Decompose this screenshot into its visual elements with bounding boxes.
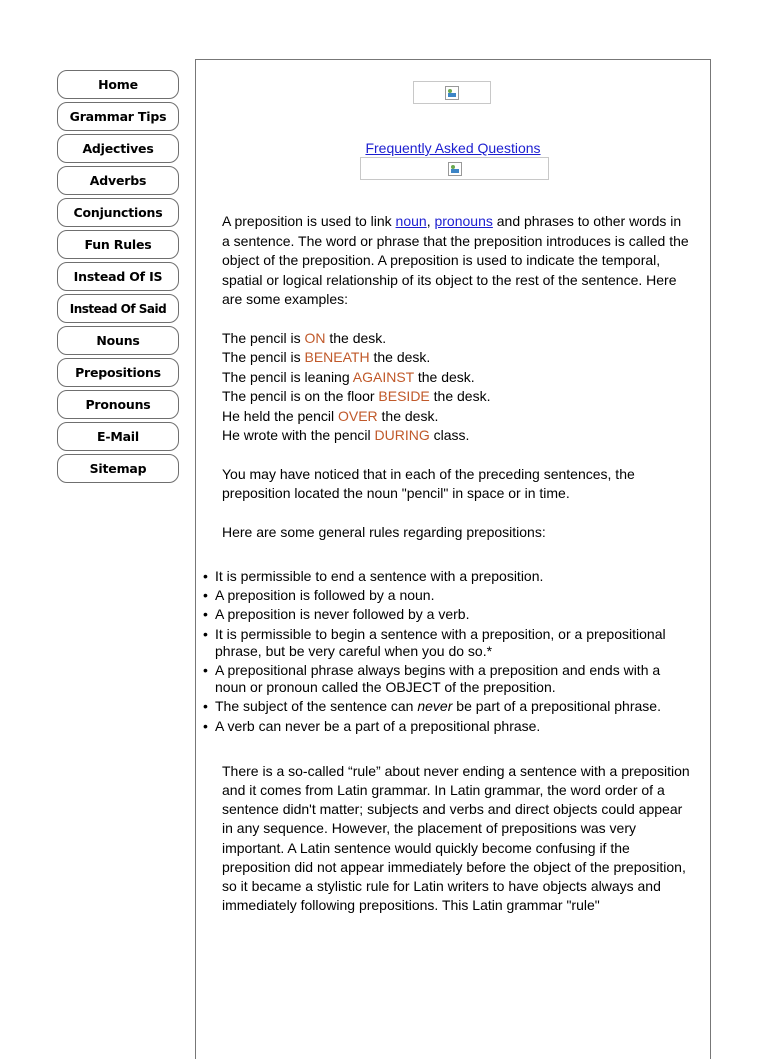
nav-conjunctions-button[interactable]: Conjunctions <box>57 198 179 227</box>
broken-image-icon <box>448 162 462 176</box>
list-item: • A preposition is never followed by a verb. <box>203 606 692 623</box>
example-line: He wrote with the pencil DURING class. <box>222 427 470 443</box>
list-item: • It is permissible to begin a sentence with a preposition, or a prepositional phrase, but be very careful when you do so.* <box>203 626 692 660</box>
preposition-highlight: OVER <box>337 407 378 424</box>
main-content <box>195 59 711 1059</box>
nav-pronouns-button[interactable]: Pronouns <box>57 390 179 419</box>
nav-adverbs-button[interactable]: Adverbs <box>57 166 179 195</box>
pronouns-link[interactable]: pronouns <box>434 213 493 229</box>
broken-image-icon <box>445 86 459 100</box>
list-item: • It is permissible to end a sentence with a preposition. <box>203 568 692 585</box>
nav-instead-of-is-button[interactable]: Instead Of IS <box>57 262 179 291</box>
rules-list <box>196 568 692 735</box>
example-line: He held the pencil OVER the desk. <box>222 407 439 424</box>
latin-paragraph: There is a so-called “rule” about never ending a sentence with a preposition and it comes from Latin grammar. In Latin grammar, the word order of a sentence didn't matter; subjects and verbs and direct objects could appear in any sequence. However, the placement of prepositions was very important. A Latin sentence would quickly become confusing if the preposition did not appear immediately before the object of the preposition, so it became a stylistic rule for Latin writers to have objects always and immediately following prepositions. This Latin grammar "rule" <box>222 762 690 914</box>
broken-image-top <box>413 81 491 104</box>
example-line: The pencil is leaning AGAINST the desk. <box>222 368 475 385</box>
intro-sep: , <box>426 213 435 229</box>
sidebar-nav <box>57 70 179 486</box>
preposition-highlight: DURING <box>374 427 430 443</box>
preposition-highlight: BENEATH <box>304 349 370 365</box>
preposition-highlight: BESIDE <box>378 388 430 404</box>
faq-link[interactable]: Frequently Asked Questions <box>365 140 541 156</box>
faq-wrapper <box>196 140 710 156</box>
nav-fun-rules-button[interactable]: Fun Rules <box>57 230 179 259</box>
list-item: • A verb can never be a part of a prepositional phrase. <box>203 718 692 735</box>
nav-nouns-button[interactable]: Nouns <box>57 326 179 355</box>
example-line: The pencil is on the floor BESIDE the desk. <box>222 388 491 404</box>
nav-home-button[interactable]: Home <box>57 70 179 99</box>
preposition-highlight: ON <box>304 329 326 346</box>
notice-paragraph: You may have noticed that in each of the preceding sentences, the preposition located the noun "pencil" in space or in time. <box>222 465 635 501</box>
article-body <box>215 212 692 915</box>
emphasis-never: never <box>417 698 453 715</box>
example-line: The pencil is BENEATH the desk. <box>222 349 431 365</box>
nav-prepositions-button[interactable]: Prepositions <box>57 358 179 387</box>
intro-text: A preposition is used to link <box>222 213 396 229</box>
broken-image-banner <box>360 157 549 180</box>
nav-instead-of-said-button[interactable]: Instead Of Said <box>57 294 179 323</box>
noun-link[interactable]: noun <box>395 213 427 229</box>
nav-grammar-tips-button[interactable]: Grammar Tips <box>57 102 179 131</box>
rules-intro: Here are some general rules regarding prepositions: <box>222 523 546 540</box>
list-item: • A prepositional phrase always begins with a preposition and ends with a noun or pronoun called the OBJECT of the preposition. <box>203 662 692 696</box>
nav-sitemap-button[interactable]: Sitemap <box>57 454 179 483</box>
example-line: The pencil is ON the desk. <box>222 329 387 346</box>
examples-block <box>222 329 692 446</box>
list-item: • The subject of the sentence can never be part of a prepositional phrase. <box>203 698 692 715</box>
list-item: • A preposition is followed by a noun. <box>203 587 692 604</box>
preposition-highlight: AGAINST <box>352 368 414 385</box>
nav-adjectives-button[interactable]: Adjectives <box>57 134 179 163</box>
intro-text-rest: and phrases to other words in a sentence. The word or phrase that the preposition introduces is called the object of the preposition. A preposition is used to indicate the temporal, spatial or logical relationship of its object to the rest of the sentence. Here are some examples: <box>222 213 689 307</box>
nav-email-button[interactable]: E-Mail <box>57 422 179 451</box>
intro-paragraph <box>222 212 692 310</box>
